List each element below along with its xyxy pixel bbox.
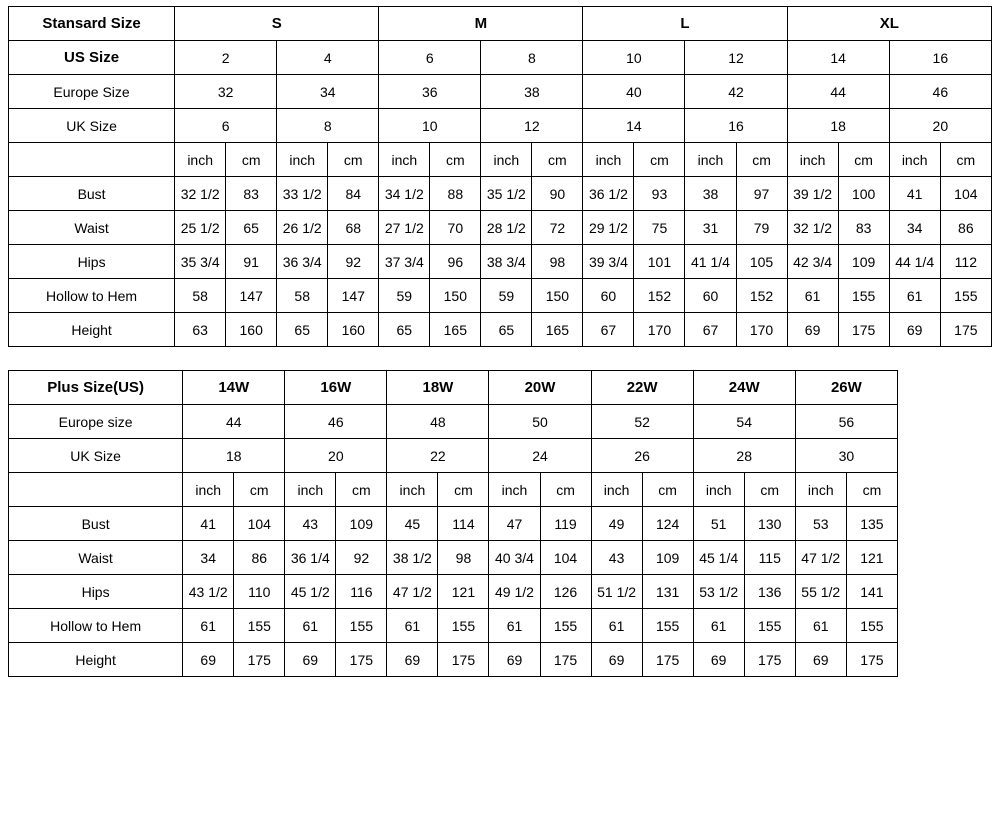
standard-size-table (8, 6, 992, 347)
table-row-group-header (9, 7, 992, 41)
cell-plus-hollow-12: 61 (795, 609, 846, 643)
row-label-plus-waist: Waist (9, 541, 183, 575)
cell-hollow-14: 61 (889, 279, 940, 313)
cell-waist-11: 79 (736, 211, 787, 245)
plus-unit-cell-3: cm (336, 473, 387, 507)
cell-plus-hips-2: 45 1/2 (285, 575, 336, 609)
cell-uk-size-1: 8 (277, 109, 379, 143)
unit-cell-12: inch (787, 143, 838, 177)
cell-hips-5: 96 (430, 245, 481, 279)
cell-plus-europe-1: 46 (285, 405, 387, 439)
cell-us-size-2: 6 (379, 41, 481, 75)
unit-cell-15: cm (940, 143, 991, 177)
plus-unit-cell-8: inch (591, 473, 642, 507)
cell-height-8: 67 (583, 313, 634, 347)
cell-plus-hips-11: 136 (744, 575, 795, 609)
cell-plus-hollow-4: 61 (387, 609, 438, 643)
cell-bust-14: 41 (889, 177, 940, 211)
cell-bust-6: 35 1/2 (481, 177, 532, 211)
cell-hollow-7: 150 (532, 279, 583, 313)
cell-waist-6: 28 1/2 (481, 211, 532, 245)
cell-hips-11: 105 (736, 245, 787, 279)
plus-size-20w: 20W (489, 371, 591, 405)
cell-plus-uk-2: 22 (387, 439, 489, 473)
plus-size-24w: 24W (693, 371, 795, 405)
plus-unit-cell-0: inch (183, 473, 234, 507)
cell-hips-4: 37 3/4 (379, 245, 430, 279)
row-label-height: Height (9, 313, 175, 347)
cell-plus-uk-3: 24 (489, 439, 591, 473)
cell-waist-8: 29 1/2 (583, 211, 634, 245)
cell-height-5: 165 (430, 313, 481, 347)
cell-europe-size-3: 38 (481, 75, 583, 109)
cell-uk-size-0: 6 (175, 109, 277, 143)
cell-waist-4: 27 1/2 (379, 211, 430, 245)
cell-plus-hips-13: 141 (846, 575, 897, 609)
cell-hollow-13: 155 (838, 279, 889, 313)
cell-plus-height-9: 175 (642, 643, 693, 677)
cell-uk-size-3: 12 (481, 109, 583, 143)
plus-unit-cell-6: inch (489, 473, 540, 507)
cell-waist-0: 25 1/2 (175, 211, 226, 245)
cell-plus-europe-0: 44 (183, 405, 285, 439)
cell-plus-waist-5: 98 (438, 541, 489, 575)
cell-plus-hollow-9: 155 (642, 609, 693, 643)
table-row (9, 609, 898, 643)
table-row (9, 507, 898, 541)
cell-us-size-4: 10 (583, 41, 685, 75)
cell-plus-waist-0: 34 (183, 541, 234, 575)
table-row (9, 177, 992, 211)
cell-plus-height-1: 175 (234, 643, 285, 677)
plus-size-26w: 26W (795, 371, 897, 405)
row-label-europe-size: Europe Size (9, 75, 175, 109)
cell-plus-hips-1: 110 (234, 575, 285, 609)
cell-waist-12: 32 1/2 (787, 211, 838, 245)
cell-plus-waist-10: 45 1/4 (693, 541, 744, 575)
cell-plus-height-11: 175 (744, 643, 795, 677)
cell-hollow-12: 61 (787, 279, 838, 313)
table-row (9, 313, 992, 347)
cell-plus-hips-7: 126 (540, 575, 591, 609)
cell-hips-7: 98 (532, 245, 583, 279)
cell-plus-height-7: 175 (540, 643, 591, 677)
cell-plus-bust-6: 47 (489, 507, 540, 541)
cell-plus-height-2: 69 (285, 643, 336, 677)
cell-plus-europe-2: 48 (387, 405, 489, 439)
cell-uk-size-4: 14 (583, 109, 685, 143)
cell-plus-height-0: 69 (183, 643, 234, 677)
cell-bust-7: 90 (532, 177, 583, 211)
plus-size-18w: 18W (387, 371, 489, 405)
cell-plus-waist-11: 115 (744, 541, 795, 575)
cell-us-size-0: 2 (175, 41, 277, 75)
cell-us-size-1: 4 (277, 41, 379, 75)
cell-hollow-3: 147 (328, 279, 379, 313)
cell-waist-13: 83 (838, 211, 889, 245)
cell-plus-hollow-11: 155 (744, 609, 795, 643)
cell-hips-6: 38 3/4 (481, 245, 532, 279)
cell-height-10: 67 (685, 313, 736, 347)
cell-plus-hips-3: 116 (336, 575, 387, 609)
cell-height-12: 69 (787, 313, 838, 347)
cell-plus-bust-4: 45 (387, 507, 438, 541)
plus-unit-cell-2: inch (285, 473, 336, 507)
cell-bust-2: 33 1/2 (277, 177, 328, 211)
cell-plus-bust-12: 53 (795, 507, 846, 541)
cell-height-13: 175 (838, 313, 889, 347)
plus-size-table (8, 370, 898, 677)
unit-cell-11: cm (736, 143, 787, 177)
cell-plus-waist-12: 47 1/2 (795, 541, 846, 575)
cell-us-size-6: 14 (787, 41, 889, 75)
cell-hips-8: 39 3/4 (583, 245, 634, 279)
plus-size-header-label: Plus Size(US) (9, 371, 183, 405)
unit-cell-7: cm (532, 143, 583, 177)
cell-hollow-9: 152 (634, 279, 685, 313)
cell-plus-europe-6: 56 (795, 405, 897, 439)
cell-bust-1: 83 (226, 177, 277, 211)
cell-waist-5: 70 (430, 211, 481, 245)
cell-plus-height-5: 175 (438, 643, 489, 677)
cell-bust-11: 97 (736, 177, 787, 211)
table-row (9, 109, 992, 143)
cell-plus-hips-4: 47 1/2 (387, 575, 438, 609)
plus-unit-cell-7: cm (540, 473, 591, 507)
cell-hips-0: 35 3/4 (175, 245, 226, 279)
size-group-l: L (583, 7, 787, 41)
cell-bust-8: 36 1/2 (583, 177, 634, 211)
cell-plus-hollow-2: 61 (285, 609, 336, 643)
cell-height-15: 175 (940, 313, 991, 347)
cell-plus-waist-6: 40 3/4 (489, 541, 540, 575)
cell-waist-10: 31 (685, 211, 736, 245)
cell-bust-13: 100 (838, 177, 889, 211)
cell-plus-height-10: 69 (693, 643, 744, 677)
cell-us-size-5: 12 (685, 41, 787, 75)
cell-hollow-6: 59 (481, 279, 532, 313)
unit-cell-9: cm (634, 143, 685, 177)
cell-waist-9: 75 (634, 211, 685, 245)
row-label-waist: Waist (9, 211, 175, 245)
cell-hollow-11: 152 (736, 279, 787, 313)
cell-waist-3: 68 (328, 211, 379, 245)
cell-bust-10: 38 (685, 177, 736, 211)
cell-plus-hips-5: 121 (438, 575, 489, 609)
cell-hips-13: 109 (838, 245, 889, 279)
unit-cell-6: inch (481, 143, 532, 177)
plus-unit-cell-1: cm (234, 473, 285, 507)
unit-cell-13: cm (838, 143, 889, 177)
row-label-plus-height: Height (9, 643, 183, 677)
cell-plus-height-3: 175 (336, 643, 387, 677)
row-label-hollow-to-hem: Hollow to Hem (9, 279, 175, 313)
table-row (9, 575, 898, 609)
standard-size-header-label: Stansard Size (9, 7, 175, 41)
cell-plus-waist-2: 36 1/4 (285, 541, 336, 575)
unit-cell-8: inch (583, 143, 634, 177)
plus-unit-cell-11: cm (744, 473, 795, 507)
cell-bust-0: 32 1/2 (175, 177, 226, 211)
table-row-units (9, 473, 898, 507)
unit-cell-14: inch (889, 143, 940, 177)
cell-height-3: 160 (328, 313, 379, 347)
plus-size-16w: 16W (285, 371, 387, 405)
cell-europe-size-1: 34 (277, 75, 379, 109)
cell-plus-hips-8: 51 1/2 (591, 575, 642, 609)
cell-plus-hollow-1: 155 (234, 609, 285, 643)
cell-hips-9: 101 (634, 245, 685, 279)
table-row (9, 245, 992, 279)
cell-height-9: 170 (634, 313, 685, 347)
cell-plus-europe-4: 52 (591, 405, 693, 439)
plus-size-22w: 22W (591, 371, 693, 405)
cell-height-1: 160 (226, 313, 277, 347)
row-label-plus-europe-size: Europe size (9, 405, 183, 439)
cell-plus-hollow-5: 155 (438, 609, 489, 643)
cell-height-7: 165 (532, 313, 583, 347)
cell-plus-waist-8: 43 (591, 541, 642, 575)
table-row (9, 541, 898, 575)
table-row (9, 643, 898, 677)
table-row (9, 279, 992, 313)
cell-us-size-3: 8 (481, 41, 583, 75)
table-row (9, 439, 898, 473)
cell-plus-bust-3: 109 (336, 507, 387, 541)
cell-plus-waist-7: 104 (540, 541, 591, 575)
cell-height-6: 65 (481, 313, 532, 347)
cell-hips-2: 36 3/4 (277, 245, 328, 279)
unit-cell-4: inch (379, 143, 430, 177)
row-label-uk-size: UK Size (9, 109, 175, 143)
table-row (9, 75, 992, 109)
cell-plus-uk-0: 18 (183, 439, 285, 473)
row-label-bust: Bust (9, 177, 175, 211)
cell-europe-size-7: 46 (889, 75, 991, 109)
cell-plus-bust-7: 119 (540, 507, 591, 541)
cell-europe-size-0: 32 (175, 75, 277, 109)
cell-plus-uk-6: 30 (795, 439, 897, 473)
plus-unit-cell-13: cm (846, 473, 897, 507)
cell-waist-2: 26 1/2 (277, 211, 328, 245)
cell-europe-size-6: 44 (787, 75, 889, 109)
cell-plus-hips-6: 49 1/2 (489, 575, 540, 609)
cell-europe-size-4: 40 (583, 75, 685, 109)
cell-hips-3: 92 (328, 245, 379, 279)
cell-hips-1: 91 (226, 245, 277, 279)
cell-plus-hollow-13: 155 (846, 609, 897, 643)
cell-bust-15: 104 (940, 177, 991, 211)
cell-plus-bust-9: 124 (642, 507, 693, 541)
cell-plus-uk-5: 28 (693, 439, 795, 473)
row-label-plus-hollow-to-hem: Hollow to Hem (9, 609, 183, 643)
cell-plus-hips-10: 53 1/2 (693, 575, 744, 609)
cell-hollow-5: 150 (430, 279, 481, 313)
cell-plus-waist-4: 38 1/2 (387, 541, 438, 575)
size-group-m: M (379, 7, 583, 41)
cell-bust-4: 34 1/2 (379, 177, 430, 211)
cell-hollow-0: 58 (175, 279, 226, 313)
unit-cell-5: cm (430, 143, 481, 177)
cell-waist-15: 86 (940, 211, 991, 245)
cell-plus-height-4: 69 (387, 643, 438, 677)
unit-cell-0: inch (175, 143, 226, 177)
cell-height-14: 69 (889, 313, 940, 347)
cell-plus-bust-5: 114 (438, 507, 489, 541)
plus-unit-cell-5: cm (438, 473, 489, 507)
cell-plus-bust-0: 41 (183, 507, 234, 541)
cell-plus-hollow-3: 155 (336, 609, 387, 643)
cell-waist-1: 65 (226, 211, 277, 245)
unit-cell-1: cm (226, 143, 277, 177)
cell-plus-bust-1: 104 (234, 507, 285, 541)
table-row (9, 211, 992, 245)
cell-plus-waist-3: 92 (336, 541, 387, 575)
cell-plus-hollow-10: 61 (693, 609, 744, 643)
cell-plus-hollow-7: 155 (540, 609, 591, 643)
cell-hollow-8: 60 (583, 279, 634, 313)
cell-europe-size-5: 42 (685, 75, 787, 109)
cell-uk-size-2: 10 (379, 109, 481, 143)
cell-plus-europe-5: 54 (693, 405, 795, 439)
cell-plus-bust-11: 130 (744, 507, 795, 541)
cell-plus-hips-9: 131 (642, 575, 693, 609)
cell-height-4: 65 (379, 313, 430, 347)
row-label-plus-bust: Bust (9, 507, 183, 541)
cell-hips-14: 44 1/4 (889, 245, 940, 279)
row-label-us-size: US Size (9, 41, 175, 75)
cell-plus-hollow-6: 61 (489, 609, 540, 643)
cell-plus-hollow-0: 61 (183, 609, 234, 643)
unit-cell-2: inch (277, 143, 328, 177)
plus-unit-cell-4: inch (387, 473, 438, 507)
cell-uk-size-7: 20 (889, 109, 991, 143)
cell-plus-waist-13: 121 (846, 541, 897, 575)
cell-hips-15: 112 (940, 245, 991, 279)
cell-bust-3: 84 (328, 177, 379, 211)
cell-hollow-10: 60 (685, 279, 736, 313)
size-group-s: S (175, 7, 379, 41)
cell-hollow-4: 59 (379, 279, 430, 313)
cell-plus-uk-1: 20 (285, 439, 387, 473)
cell-height-11: 170 (736, 313, 787, 347)
cell-hollow-1: 147 (226, 279, 277, 313)
row-label-plus-uk-size: UK Size (9, 439, 183, 473)
plus-size-14w: 14W (183, 371, 285, 405)
unit-cell-3: cm (328, 143, 379, 177)
cell-plus-bust-10: 51 (693, 507, 744, 541)
size-group-xl: XL (787, 7, 991, 41)
cell-plus-hips-12: 55 1/2 (795, 575, 846, 609)
row-label-plus-units-blank (9, 473, 183, 507)
row-label-hips: Hips (9, 245, 175, 279)
plus-unit-cell-12: inch (795, 473, 846, 507)
cell-plus-height-13: 175 (846, 643, 897, 677)
cell-hips-10: 41 1/4 (685, 245, 736, 279)
cell-height-0: 63 (175, 313, 226, 347)
cell-plus-waist-9: 109 (642, 541, 693, 575)
plus-unit-cell-9: cm (642, 473, 693, 507)
cell-uk-size-5: 16 (685, 109, 787, 143)
row-label-plus-hips: Hips (9, 575, 183, 609)
cell-plus-waist-1: 86 (234, 541, 285, 575)
unit-cell-10: inch (685, 143, 736, 177)
cell-us-size-7: 16 (889, 41, 991, 75)
cell-waist-14: 34 (889, 211, 940, 245)
cell-plus-height-12: 69 (795, 643, 846, 677)
cell-uk-size-6: 18 (787, 109, 889, 143)
cell-plus-bust-13: 135 (846, 507, 897, 541)
cell-height-2: 65 (277, 313, 328, 347)
table-row (9, 405, 898, 439)
cell-plus-height-6: 69 (489, 643, 540, 677)
table-row-group-header (9, 371, 898, 405)
cell-hollow-15: 155 (940, 279, 991, 313)
cell-bust-12: 39 1/2 (787, 177, 838, 211)
row-label-units-blank (9, 143, 175, 177)
cell-plus-hips-0: 43 1/2 (183, 575, 234, 609)
cell-plus-bust-2: 43 (285, 507, 336, 541)
cell-europe-size-2: 36 (379, 75, 481, 109)
cell-waist-7: 72 (532, 211, 583, 245)
table-row-units (9, 143, 992, 177)
cell-plus-uk-4: 26 (591, 439, 693, 473)
cell-bust-5: 88 (430, 177, 481, 211)
plus-unit-cell-10: inch (693, 473, 744, 507)
table-row (9, 41, 992, 75)
cell-plus-height-8: 69 (591, 643, 642, 677)
cell-plus-bust-8: 49 (591, 507, 642, 541)
cell-bust-9: 93 (634, 177, 685, 211)
cell-plus-europe-3: 50 (489, 405, 591, 439)
cell-hips-12: 42 3/4 (787, 245, 838, 279)
cell-hollow-2: 58 (277, 279, 328, 313)
cell-plus-hollow-8: 61 (591, 609, 642, 643)
